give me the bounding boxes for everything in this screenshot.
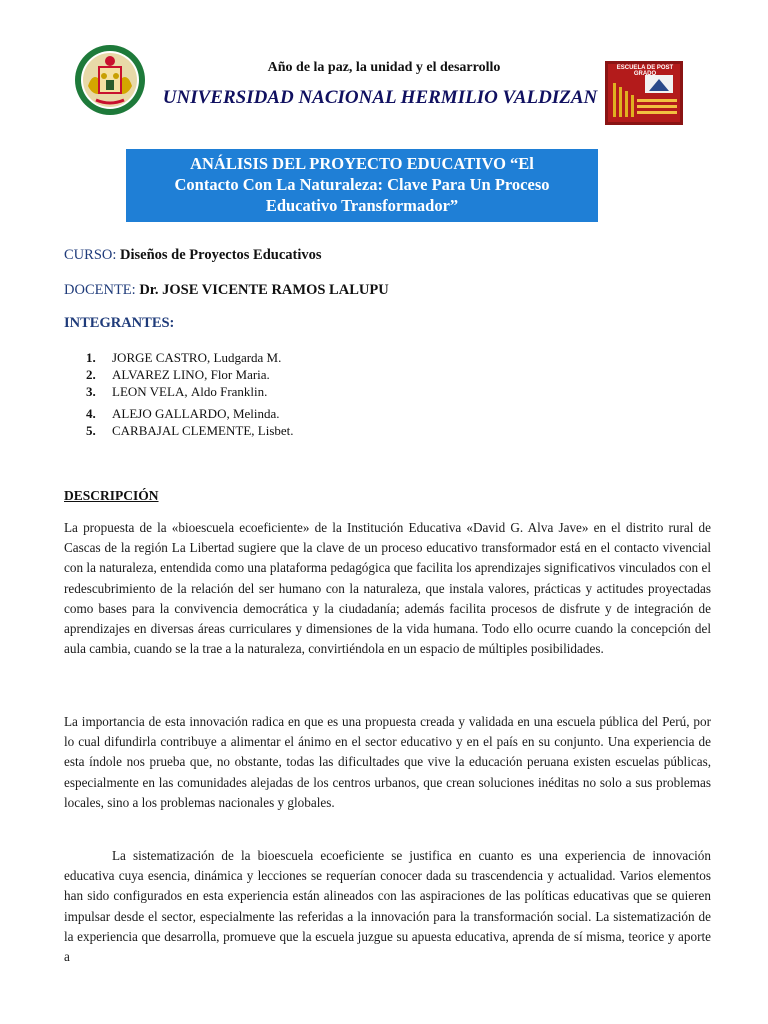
member-number: 3. [86,384,96,399]
course-field [64,247,322,264]
member-name: Ludgarda M. [213,350,282,365]
course-value: Diseños de Proyectos Educativos [120,247,322,263]
members-label: INTEGRANTES: [64,315,175,331]
teacher-label: DOCENTE: [64,282,136,298]
member-name: Flor Maria. [210,367,270,382]
member-name: Melinda. [232,406,280,421]
year-motto: Año de la paz, la unidad y el desarrollo [267,60,501,75]
description-paragraph-3: La sistematización de la bioescuela ecoeficiente se justifica en cuanto es una experiencia de innovación educativa cuya esencia, dinámica y lecciones se requerían conocer dada su trascendencia y actualidad. Varios elementos han sido configurados en esta experiencia están alineados con las aspiraciones de las políticas educativas que se quieren impulsar desde el sector, especialmente las referidas a la innovación para la transformación social. La sistematización de la experiencia que desarrolla, promueve que la escuela juzgue su apuesta educativa, aprenda de sí misma, teorice y aporte a [64,848,711,965]
title-line-1: ANÁLISIS DEL PROYECTO EDUCATIVO “El [190,154,534,173]
document-title-box [126,149,598,222]
member-number: 2. [86,367,96,382]
member-number: 1. [86,350,96,365]
title-line-2: Contacto Con La Naturaleza: Clave Para Un Proceso [174,175,550,194]
member-surname: JORGE CASTRO, [112,350,211,365]
description-paragraph-2: La importancia de esta innovación radica en que es una propuesta creada y validada en una escuela pública del Perú, por lo cual difundirla contribuye a alimentar el ánimo en el sector educativo y en el país en su conjunto. Una experiencia de esta índole nos prueba que, no obstante, todas las dificultades que vive la educación peruana existen escuelas públicas, especialmente en las comunidades alejadas de los centros urbanos, que crean soluciones inéditas no solo a sus problemas locales, sino a los problemas nacionales y globales. [64,714,711,810]
university-name: UNIVERSIDAD NACIONAL HERMILIO VALDIZAN [162,87,598,108]
teacher-value: Dr. JOSE VICENTE RAMOS LALUPU [139,282,389,298]
title-line-3: Educativo Transformador” [265,196,459,215]
member-number: 4. [86,406,96,421]
member-number: 5. [86,423,96,438]
member-name: Lisbet. [257,423,294,438]
members-list [86,349,294,439]
list-item [86,366,294,383]
course-label: CURSO: [64,247,117,263]
teacher-field [64,282,389,299]
member-name: Aldo Franklin. [190,384,268,399]
member-surname: ALVAREZ LINO, [112,367,208,382]
description-paragraph-1: La propuesta de la «bioescuela ecoeficiente» de la Institución Educativa «David G. Alva Jave» en el distrito rural de Cascas de la región La Libertad sugiere que la clave de un proceso educativo transformador está en el contacto vivencial con la naturaleza, entendida como una plataforma pedagógica que facilita los aprendizajes significativos vinculados con el redescubrimiento de la relación del ser humano con la naturaleza, que instala valores, prácticas y actitudes proyectadas como bases para la convivencia democrática y la ciudadanía; además facilita procesos de disfrute y de integración de aprendizajes en diversas áreas curriculares y dimensiones de la vida humana. Todo ello ocurre cuando la concepción del aula cambia, cuando se la trae a la naturaleza, convirtiéndola en un espacio de múltiples posibilidades. [64,520,711,657]
description-heading: DESCRIPCIÓN [64,488,159,503]
member-surname: CARBAJAL CLEMENTE, [112,423,255,438]
list-item [86,422,294,439]
university-seal-logo [74,44,146,116]
list-item [86,383,294,400]
list-item [86,349,294,366]
member-surname: LEON VELA, [112,384,188,399]
postgraduate-logo-text: ESCUELA DE POST GRADO [616,65,674,77]
member-surname: ALEJO GALLARDO, [112,406,230,421]
list-item [86,405,294,422]
